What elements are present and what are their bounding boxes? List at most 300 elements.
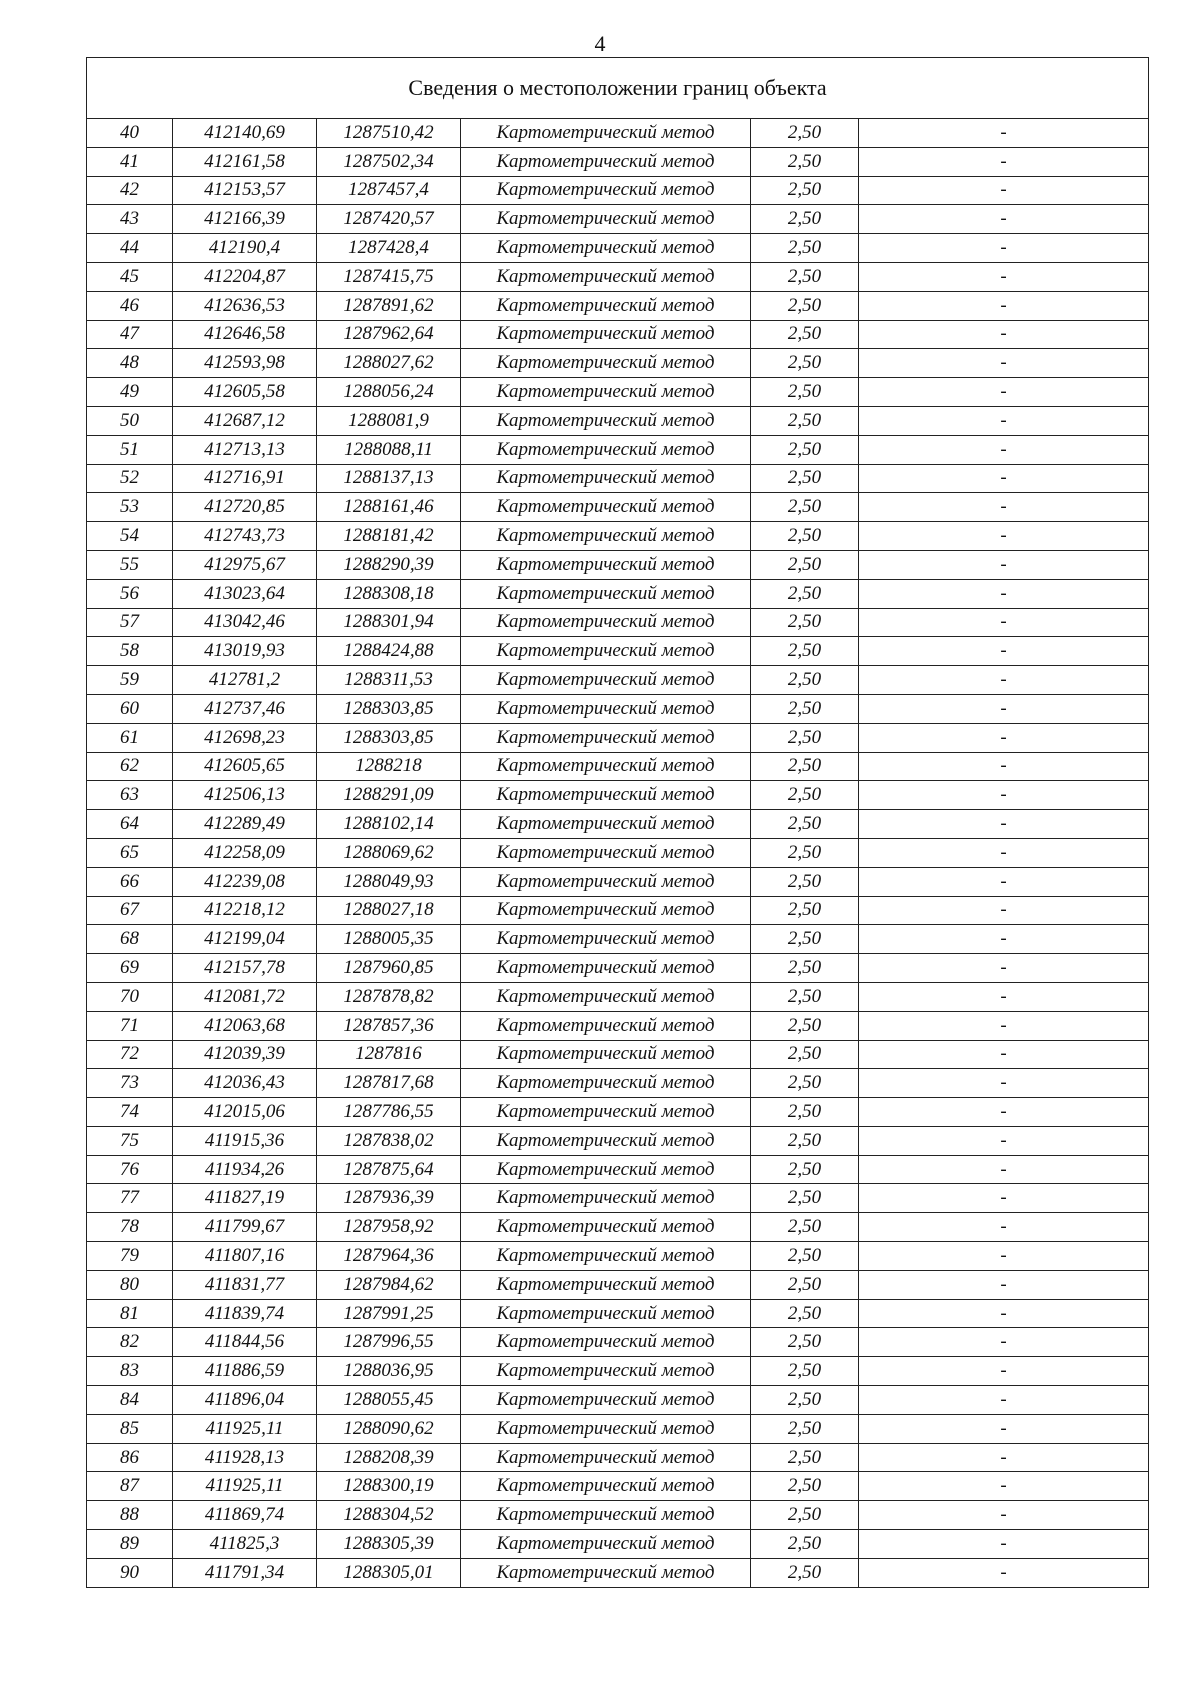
method-cell: Картометрический метод: [461, 1530, 751, 1559]
y-coordinate-cell: 1288081,9: [317, 406, 461, 435]
y-coordinate-cell: 1288161,46: [317, 493, 461, 522]
description-cell: -: [859, 1328, 1149, 1357]
x-coordinate-cell: 412081,72: [173, 982, 317, 1011]
description-cell: -: [859, 637, 1149, 666]
method-cell: Картометрический метод: [461, 637, 751, 666]
x-coordinate-cell: 412289,49: [173, 810, 317, 839]
point-number-cell: 68: [87, 925, 173, 954]
y-coordinate-cell: 1287991,25: [317, 1299, 461, 1328]
description-cell: -: [859, 176, 1149, 205]
y-coordinate-cell: 1288290,39: [317, 550, 461, 579]
accuracy-cell: 2,50: [751, 781, 859, 810]
accuracy-cell: 2,50: [751, 1328, 859, 1357]
description-cell: -: [859, 1299, 1149, 1328]
y-coordinate-cell: 1288300,19: [317, 1472, 461, 1501]
x-coordinate-cell: 412199,04: [173, 925, 317, 954]
x-coordinate-cell: 412190,4: [173, 234, 317, 263]
table-title: Сведения о местоположении границ объекта: [87, 58, 1149, 119]
table-row: [87, 550, 1149, 579]
x-coordinate-cell: 413019,93: [173, 637, 317, 666]
point-number-cell: 43: [87, 205, 173, 234]
accuracy-cell: 2,50: [751, 1357, 859, 1386]
description-cell: -: [859, 1443, 1149, 1472]
point-number-cell: 49: [87, 378, 173, 407]
table-row: [87, 176, 1149, 205]
description-cell: -: [859, 867, 1149, 896]
y-coordinate-cell: 1288308,18: [317, 579, 461, 608]
y-coordinate-cell: 1288036,95: [317, 1357, 461, 1386]
method-cell: Картометрический метод: [461, 1011, 751, 1040]
method-cell: Картометрический метод: [461, 1155, 751, 1184]
y-coordinate-cell: 1288005,35: [317, 925, 461, 954]
accuracy-cell: 2,50: [751, 349, 859, 378]
point-number-cell: 89: [87, 1530, 173, 1559]
y-coordinate-cell: 1287891,62: [317, 291, 461, 320]
method-cell: Картометрический метод: [461, 147, 751, 176]
x-coordinate-cell: 412157,78: [173, 954, 317, 983]
y-coordinate-cell: 1287510,42: [317, 119, 461, 148]
point-number-cell: 61: [87, 723, 173, 752]
x-coordinate-cell: 412140,69: [173, 119, 317, 148]
description-cell: -: [859, 234, 1149, 263]
y-coordinate-cell: 1288305,01: [317, 1558, 461, 1587]
y-coordinate-cell: 1287962,64: [317, 320, 461, 349]
point-number-cell: 72: [87, 1040, 173, 1069]
y-coordinate-cell: 1287875,64: [317, 1155, 461, 1184]
x-coordinate-cell: 412218,12: [173, 896, 317, 925]
x-coordinate-cell: 411886,59: [173, 1357, 317, 1386]
point-number-cell: 50: [87, 406, 173, 435]
x-coordinate-cell: 413042,46: [173, 608, 317, 637]
method-cell: Картометрический метод: [461, 1558, 751, 1587]
x-coordinate-cell: 412166,39: [173, 205, 317, 234]
description-cell: -: [859, 579, 1149, 608]
description-cell: -: [859, 320, 1149, 349]
table-row: [87, 1472, 1149, 1501]
accuracy-cell: 2,50: [751, 1530, 859, 1559]
description-cell: -: [859, 1558, 1149, 1587]
accuracy-cell: 2,50: [751, 1386, 859, 1415]
accuracy-cell: 2,50: [751, 1443, 859, 1472]
table-row: [87, 291, 1149, 320]
table-row: [87, 435, 1149, 464]
method-cell: Картометрический метод: [461, 234, 751, 263]
table-row: [87, 205, 1149, 234]
y-coordinate-cell: 1287838,02: [317, 1126, 461, 1155]
x-coordinate-cell: 411869,74: [173, 1501, 317, 1530]
x-coordinate-cell: 412039,39: [173, 1040, 317, 1069]
page-number: 4: [594, 31, 606, 56]
point-number-cell: 69: [87, 954, 173, 983]
x-coordinate-cell: 412593,98: [173, 349, 317, 378]
table-row: [87, 1098, 1149, 1127]
table-row: [87, 1011, 1149, 1040]
description-cell: -: [859, 435, 1149, 464]
description-cell: -: [859, 752, 1149, 781]
y-coordinate-cell: 1288291,09: [317, 781, 461, 810]
method-cell: Картометрический метод: [461, 1040, 751, 1069]
x-coordinate-cell: 412015,06: [173, 1098, 317, 1127]
method-cell: Картометрический метод: [461, 1299, 751, 1328]
y-coordinate-cell: 1287878,82: [317, 982, 461, 1011]
description-cell: -: [859, 838, 1149, 867]
x-coordinate-cell: 412605,65: [173, 752, 317, 781]
point-number-cell: 76: [87, 1155, 173, 1184]
table-row: [87, 1126, 1149, 1155]
y-coordinate-cell: 1287984,62: [317, 1270, 461, 1299]
x-coordinate-cell: 412605,58: [173, 378, 317, 407]
description-cell: -: [859, 550, 1149, 579]
x-coordinate-cell: 412153,57: [173, 176, 317, 205]
description-cell: -: [859, 522, 1149, 551]
x-coordinate-cell: 412720,85: [173, 493, 317, 522]
y-coordinate-cell: 1287936,39: [317, 1184, 461, 1213]
x-coordinate-cell: 411839,74: [173, 1299, 317, 1328]
point-number-cell: 52: [87, 464, 173, 493]
x-coordinate-cell: 411844,56: [173, 1328, 317, 1357]
table-row: [87, 781, 1149, 810]
accuracy-cell: 2,50: [751, 147, 859, 176]
x-coordinate-cell: 412161,58: [173, 147, 317, 176]
y-coordinate-cell: 1288424,88: [317, 637, 461, 666]
accuracy-cell: 2,50: [751, 1069, 859, 1098]
x-coordinate-cell: 412063,68: [173, 1011, 317, 1040]
accuracy-cell: 2,50: [751, 1213, 859, 1242]
accuracy-cell: 2,50: [751, 378, 859, 407]
x-coordinate-cell: 412743,73: [173, 522, 317, 551]
table-row: [87, 1069, 1149, 1098]
accuracy-cell: 2,50: [751, 406, 859, 435]
accuracy-cell: 2,50: [751, 1126, 859, 1155]
accuracy-cell: 2,50: [751, 1299, 859, 1328]
accuracy-cell: 2,50: [751, 291, 859, 320]
y-coordinate-cell: 1288102,14: [317, 810, 461, 839]
point-number-cell: 62: [87, 752, 173, 781]
x-coordinate-cell: 411827,19: [173, 1184, 317, 1213]
y-coordinate-cell: 1287816: [317, 1040, 461, 1069]
accuracy-cell: 2,50: [751, 550, 859, 579]
description-cell: -: [859, 1472, 1149, 1501]
accuracy-cell: 2,50: [751, 723, 859, 752]
method-cell: Картометрический метод: [461, 1270, 751, 1299]
method-cell: Картометрический метод: [461, 1069, 751, 1098]
description-cell: -: [859, 291, 1149, 320]
description-cell: -: [859, 1530, 1149, 1559]
method-cell: Картометрический метод: [461, 378, 751, 407]
table-title-row: [87, 58, 1149, 119]
point-number-cell: 60: [87, 694, 173, 723]
y-coordinate-cell: 1288056,24: [317, 378, 461, 407]
method-cell: Картометрический метод: [461, 435, 751, 464]
x-coordinate-cell: 411915,36: [173, 1126, 317, 1155]
y-coordinate-cell: 1287996,55: [317, 1328, 461, 1357]
table-row: [87, 1530, 1149, 1559]
accuracy-cell: 2,50: [751, 666, 859, 695]
method-cell: Картометрический метод: [461, 1443, 751, 1472]
table-row: [87, 982, 1149, 1011]
table-row: [87, 723, 1149, 752]
point-number-cell: 88: [87, 1501, 173, 1530]
y-coordinate-cell: 1287457,4: [317, 176, 461, 205]
table-row: [87, 954, 1149, 983]
accuracy-cell: 2,50: [751, 810, 859, 839]
y-coordinate-cell: 1287960,85: [317, 954, 461, 983]
point-number-cell: 83: [87, 1357, 173, 1386]
description-cell: -: [859, 1040, 1149, 1069]
table-row: [87, 579, 1149, 608]
point-number-cell: 70: [87, 982, 173, 1011]
description-cell: -: [859, 694, 1149, 723]
description-cell: -: [859, 262, 1149, 291]
point-number-cell: 79: [87, 1242, 173, 1271]
point-number-cell: 63: [87, 781, 173, 810]
accuracy-cell: 2,50: [751, 234, 859, 263]
method-cell: Картометрический метод: [461, 1501, 751, 1530]
table-row: [87, 1213, 1149, 1242]
description-cell: -: [859, 119, 1149, 148]
x-coordinate-cell: 411925,11: [173, 1414, 317, 1443]
accuracy-cell: 2,50: [751, 1472, 859, 1501]
x-coordinate-cell: 412258,09: [173, 838, 317, 867]
point-number-cell: 51: [87, 435, 173, 464]
point-number-cell: 45: [87, 262, 173, 291]
description-cell: -: [859, 349, 1149, 378]
accuracy-cell: 2,50: [751, 896, 859, 925]
accuracy-cell: 2,50: [751, 1184, 859, 1213]
y-coordinate-cell: 1288137,13: [317, 464, 461, 493]
table-row: [87, 637, 1149, 666]
method-cell: Картометрический метод: [461, 1242, 751, 1271]
y-coordinate-cell: 1287857,36: [317, 1011, 461, 1040]
description-cell: -: [859, 1098, 1149, 1127]
accuracy-cell: 2,50: [751, 119, 859, 148]
y-coordinate-cell: 1288208,39: [317, 1443, 461, 1472]
point-number-cell: 48: [87, 349, 173, 378]
x-coordinate-cell: 411934,26: [173, 1155, 317, 1184]
accuracy-cell: 2,50: [751, 694, 859, 723]
table-row: [87, 234, 1149, 263]
description-cell: -: [859, 1270, 1149, 1299]
point-number-cell: 90: [87, 1558, 173, 1587]
point-number-cell: 75: [87, 1126, 173, 1155]
method-cell: Картометрический метод: [461, 1328, 751, 1357]
description-cell: -: [859, 608, 1149, 637]
point-number-cell: 44: [87, 234, 173, 263]
method-cell: Картометрический метод: [461, 666, 751, 695]
table-row: [87, 925, 1149, 954]
table-row: [87, 493, 1149, 522]
x-coordinate-cell: 412716,91: [173, 464, 317, 493]
table-row: [87, 1386, 1149, 1415]
method-cell: Картометрический метод: [461, 1184, 751, 1213]
x-coordinate-cell: 411791,34: [173, 1558, 317, 1587]
accuracy-cell: 2,50: [751, 262, 859, 291]
point-number-cell: 59: [87, 666, 173, 695]
y-coordinate-cell: 1287420,57: [317, 205, 461, 234]
x-coordinate-cell: 412506,13: [173, 781, 317, 810]
table-row: [87, 522, 1149, 551]
description-cell: -: [859, 147, 1149, 176]
y-coordinate-cell: 1287502,34: [317, 147, 461, 176]
x-coordinate-cell: 411896,04: [173, 1386, 317, 1415]
table-row: [87, 1242, 1149, 1271]
accuracy-cell: 2,50: [751, 954, 859, 983]
y-coordinate-cell: 1287428,4: [317, 234, 461, 263]
point-number-cell: 67: [87, 896, 173, 925]
point-number-cell: 85: [87, 1414, 173, 1443]
x-coordinate-cell: 411825,3: [173, 1530, 317, 1559]
table-row: [87, 1328, 1149, 1357]
accuracy-cell: 2,50: [751, 1501, 859, 1530]
method-cell: Картометрический метод: [461, 493, 751, 522]
description-cell: -: [859, 1357, 1149, 1386]
y-coordinate-cell: 1288305,39: [317, 1530, 461, 1559]
description-cell: -: [859, 781, 1149, 810]
table-row: [87, 1155, 1149, 1184]
y-coordinate-cell: 1288090,62: [317, 1414, 461, 1443]
method-cell: Картометрический метод: [461, 896, 751, 925]
table-row: [87, 896, 1149, 925]
table-row: [87, 464, 1149, 493]
x-coordinate-cell: 412781,2: [173, 666, 317, 695]
point-number-cell: 73: [87, 1069, 173, 1098]
table-body: [87, 119, 1149, 1588]
method-cell: Картометрический метод: [461, 291, 751, 320]
y-coordinate-cell: 1288088,11: [317, 435, 461, 464]
method-cell: Картометрический метод: [461, 1386, 751, 1415]
method-cell: Картометрический метод: [461, 464, 751, 493]
y-coordinate-cell: 1288069,62: [317, 838, 461, 867]
point-number-cell: 71: [87, 1011, 173, 1040]
table-row: [87, 752, 1149, 781]
point-number-cell: 87: [87, 1472, 173, 1501]
description-cell: -: [859, 378, 1149, 407]
method-cell: Картометрический метод: [461, 262, 751, 291]
accuracy-cell: 2,50: [751, 1040, 859, 1069]
point-number-cell: 77: [87, 1184, 173, 1213]
point-number-cell: 53: [87, 493, 173, 522]
method-cell: Картометрический метод: [461, 1126, 751, 1155]
method-cell: Картометрический метод: [461, 925, 751, 954]
accuracy-cell: 2,50: [751, 579, 859, 608]
description-cell: -: [859, 406, 1149, 435]
table-row: [87, 810, 1149, 839]
accuracy-cell: 2,50: [751, 1270, 859, 1299]
point-number-cell: 47: [87, 320, 173, 349]
description-cell: -: [859, 205, 1149, 234]
x-coordinate-cell: 411831,77: [173, 1270, 317, 1299]
description-cell: -: [859, 1184, 1149, 1213]
accuracy-cell: 2,50: [751, 1242, 859, 1271]
table-row: [87, 378, 1149, 407]
point-number-cell: 57: [87, 608, 173, 637]
accuracy-cell: 2,50: [751, 493, 859, 522]
point-number-cell: 40: [87, 119, 173, 148]
method-cell: Картометрический метод: [461, 1414, 751, 1443]
table-row: [87, 838, 1149, 867]
method-cell: Картометрический метод: [461, 723, 751, 752]
accuracy-cell: 2,50: [751, 982, 859, 1011]
description-cell: -: [859, 1069, 1149, 1098]
x-coordinate-cell: 412204,87: [173, 262, 317, 291]
x-coordinate-cell: 412036,43: [173, 1069, 317, 1098]
accuracy-cell: 2,50: [751, 637, 859, 666]
accuracy-cell: 2,50: [751, 1155, 859, 1184]
method-cell: Картометрический метод: [461, 781, 751, 810]
y-coordinate-cell: 1288027,18: [317, 896, 461, 925]
x-coordinate-cell: 412975,67: [173, 550, 317, 579]
x-coordinate-cell: 412646,58: [173, 320, 317, 349]
description-cell: -: [859, 1126, 1149, 1155]
table-row: [87, 666, 1149, 695]
method-cell: Картометрический метод: [461, 1357, 751, 1386]
table-row: [87, 1414, 1149, 1443]
method-cell: Картометрический метод: [461, 349, 751, 378]
table-row: [87, 1558, 1149, 1587]
y-coordinate-cell: 1287958,92: [317, 1213, 461, 1242]
table-row: [87, 694, 1149, 723]
description-cell: -: [859, 666, 1149, 695]
method-cell: Картометрический метод: [461, 406, 751, 435]
y-coordinate-cell: 1288055,45: [317, 1386, 461, 1415]
description-cell: -: [859, 1501, 1149, 1530]
accuracy-cell: 2,50: [751, 838, 859, 867]
point-number-cell: 78: [87, 1213, 173, 1242]
x-coordinate-cell: 412687,12: [173, 406, 317, 435]
method-cell: Картометрический метод: [461, 550, 751, 579]
accuracy-cell: 2,50: [751, 205, 859, 234]
table-row: [87, 1040, 1149, 1069]
description-cell: -: [859, 896, 1149, 925]
accuracy-cell: 2,50: [751, 435, 859, 464]
point-number-cell: 84: [87, 1386, 173, 1415]
point-number-cell: 56: [87, 579, 173, 608]
table-row: [87, 608, 1149, 637]
description-cell: -: [859, 1414, 1149, 1443]
x-coordinate-cell: 411807,16: [173, 1242, 317, 1271]
method-cell: Картометрический метод: [461, 119, 751, 148]
x-coordinate-cell: 412698,23: [173, 723, 317, 752]
method-cell: Картометрический метод: [461, 608, 751, 637]
method-cell: Картометрический метод: [461, 320, 751, 349]
method-cell: Картометрический метод: [461, 810, 751, 839]
accuracy-cell: 2,50: [751, 1098, 859, 1127]
y-coordinate-cell: 1288303,85: [317, 694, 461, 723]
description-cell: -: [859, 810, 1149, 839]
y-coordinate-cell: 1288311,53: [317, 666, 461, 695]
method-cell: Картометрический метод: [461, 752, 751, 781]
accuracy-cell: 2,50: [751, 320, 859, 349]
method-cell: Картометрический метод: [461, 1472, 751, 1501]
method-cell: Картометрический метод: [461, 522, 751, 551]
point-number-cell: 82: [87, 1328, 173, 1357]
point-number-cell: 66: [87, 867, 173, 896]
x-coordinate-cell: 412239,08: [173, 867, 317, 896]
description-cell: -: [859, 1386, 1149, 1415]
table-row: [87, 1299, 1149, 1328]
description-cell: -: [859, 982, 1149, 1011]
y-coordinate-cell: 1288304,52: [317, 1501, 461, 1530]
y-coordinate-cell: 1288181,42: [317, 522, 461, 551]
description-cell: -: [859, 493, 1149, 522]
description-cell: -: [859, 1155, 1149, 1184]
point-number-cell: 74: [87, 1098, 173, 1127]
point-number-cell: 65: [87, 838, 173, 867]
y-coordinate-cell: 1287964,36: [317, 1242, 461, 1271]
x-coordinate-cell: 412713,13: [173, 435, 317, 464]
description-cell: -: [859, 925, 1149, 954]
method-cell: Картометрический метод: [461, 694, 751, 723]
